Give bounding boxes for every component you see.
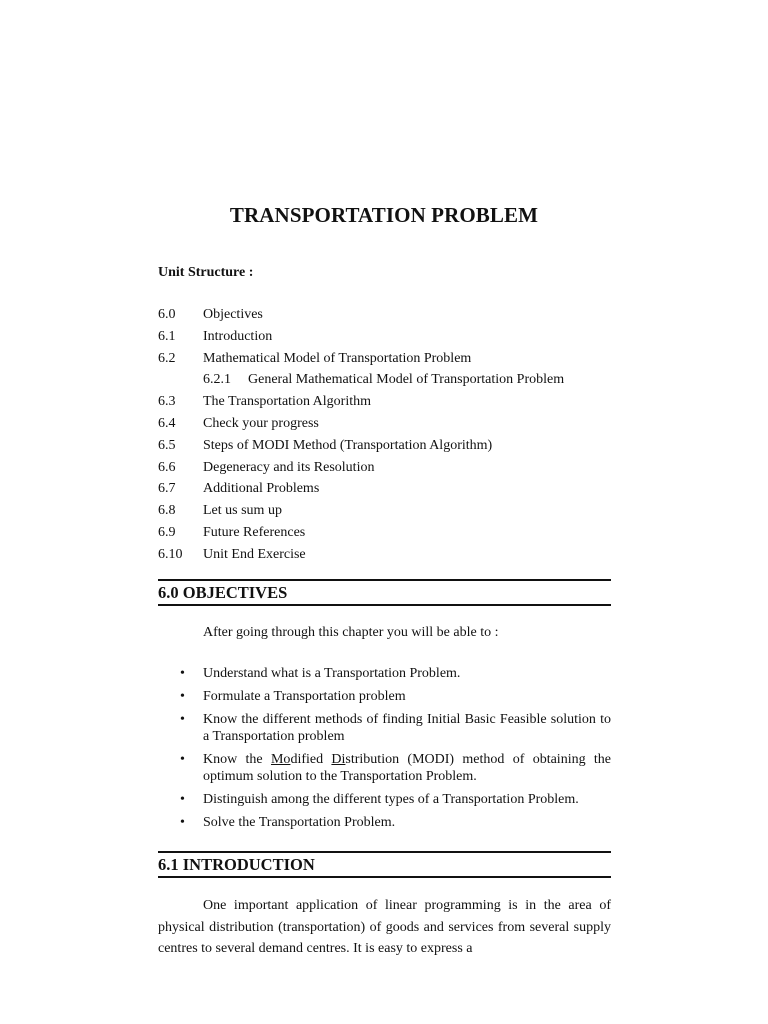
- list-item: [158, 665, 611, 682]
- bullet-icon: •: [180, 712, 185, 727]
- bullet-icon: •: [180, 689, 185, 704]
- bullet-icon: •: [180, 752, 185, 767]
- toc-item: [158, 304, 618, 326]
- toc-item-number: 6.8: [158, 503, 176, 519]
- toc-item: [158, 413, 618, 435]
- list-item: [158, 791, 611, 808]
- toc-item: [158, 500, 618, 522]
- list-item: [158, 711, 611, 745]
- toc-item-label: General Mathematical Model of Transportation Problem: [248, 372, 565, 388]
- toc-item-label: Future References: [203, 524, 306, 540]
- objectives-list: [158, 665, 611, 831]
- toc-item-number: 6.7: [158, 481, 176, 497]
- toc-item-number: 6.1: [158, 328, 176, 344]
- toc-item: [158, 522, 618, 544]
- objectives-intro: After going through this chapter you will be able to :: [203, 625, 499, 640]
- objectives-section-header: [158, 579, 611, 606]
- toc-subitem: [158, 369, 618, 391]
- list-item: [158, 688, 611, 705]
- toc-item-number: 6.6: [158, 459, 176, 475]
- toc-item-label: Unit End Exercise: [203, 546, 306, 562]
- section-heading: 6.0 OBJECTIVES: [158, 579, 611, 606]
- bullet-icon: •: [180, 666, 185, 681]
- toc-item-number: 6.5: [158, 437, 176, 453]
- toc-item-label: Degeneracy and its Resolution: [203, 459, 375, 475]
- page-title: TRANSPORTATION PROBLEM: [229, 203, 539, 227]
- list-item-text: Distinguish among the different types of a Transportation Problem.: [203, 792, 579, 807]
- toc-item-number: 6.2: [158, 350, 176, 366]
- list-item: [158, 814, 611, 831]
- list-item-text: Know the different methods of finding Initial Basic Feasible solution to a Transportation problem: [203, 712, 611, 744]
- toc-item-label: Steps of MODI Method (Transportation Algorithm): [203, 437, 493, 453]
- toc-item: [158, 457, 618, 479]
- list-item: [158, 751, 611, 785]
- toc-item: [158, 544, 618, 566]
- introduction-section-header: [158, 851, 611, 878]
- introduction-paragraph: One important application of linear programming is in the area of physical distribution (transportation) of goods and services from several supply centres to several demand centres. It is easy to express a: [158, 898, 611, 956]
- unit-structure-heading: Unit Structure :: [158, 265, 254, 280]
- toc-item-label: Introduction: [203, 328, 273, 344]
- list-item-text: Formulate a Transportation problem: [203, 689, 406, 704]
- toc-item: [158, 478, 618, 500]
- toc-item: [158, 326, 618, 348]
- table-of-contents: [158, 304, 618, 566]
- toc-item-label: Additional Problems: [203, 481, 320, 497]
- toc-item-number: 6.2.1: [203, 372, 231, 388]
- section-heading: 6.1 INTRODUCTION: [158, 851, 611, 878]
- toc-item-label: The Transportation Algorithm: [203, 394, 371, 410]
- toc-item-number: 6.10: [158, 546, 183, 562]
- toc-item-number: 6.0: [158, 307, 176, 322]
- toc-item-label: Check your progress: [203, 415, 319, 431]
- toc-item: [158, 435, 618, 457]
- toc-item-number: 6.4: [158, 415, 176, 431]
- toc-item-number: 6.9: [158, 524, 176, 540]
- toc-item: [158, 348, 618, 370]
- bullet-icon: •: [180, 815, 185, 830]
- toc-item-label: Mathematical Model of Transportation Problem: [203, 350, 472, 366]
- toc-item-label: Objectives: [203, 307, 263, 322]
- list-item-text: Know the Modified Distribution (MODI) method of obtaining the optimum solution to the Transportation Problem.: [203, 752, 612, 784]
- list-item-text: Solve the Transportation Problem.: [203, 815, 396, 830]
- toc-item-number: 6.3: [158, 394, 176, 410]
- bullet-icon: •: [180, 792, 185, 807]
- list-item-text: Understand what is a Transportation Problem.: [203, 666, 461, 681]
- toc-item-label: Let us sum up: [203, 503, 282, 519]
- toc-item: [158, 391, 618, 413]
